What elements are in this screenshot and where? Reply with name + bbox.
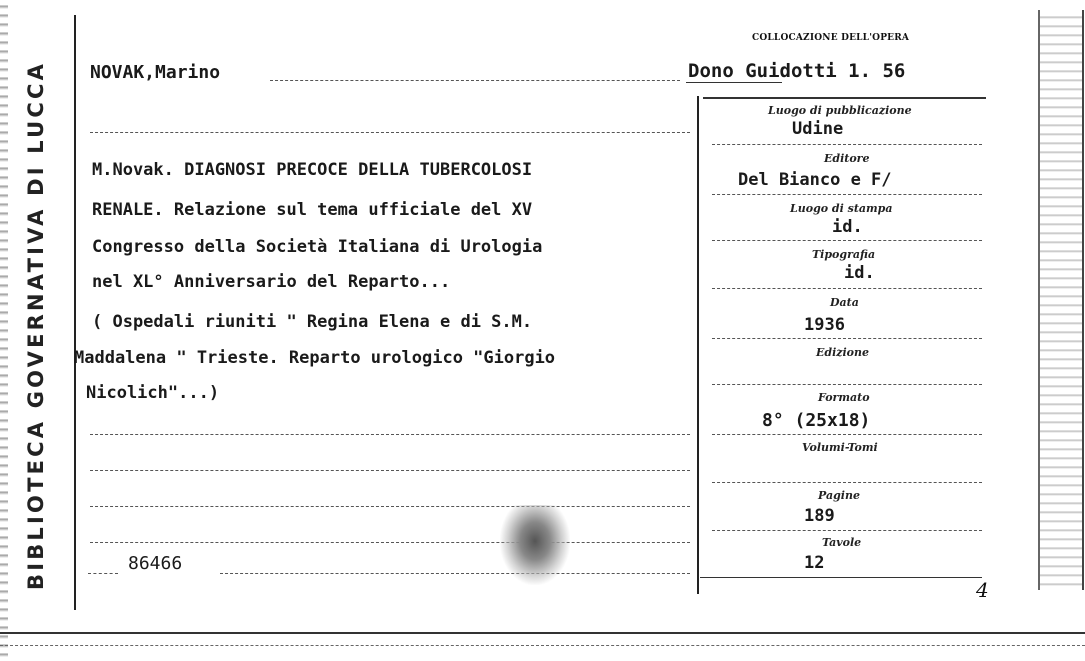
field-line-2 (712, 194, 982, 196)
description-line-2: RENALE. Relazione sul tema ufficiale del XV (92, 200, 533, 220)
blank-line-1 (90, 132, 690, 134)
card-right-edge (1038, 10, 1084, 590)
field-label-luogo-stampa: Luogo di stampa (790, 202, 893, 215)
field-label-formato: Formato (818, 391, 870, 404)
field-value-luogo-stampa: id. (832, 217, 863, 237)
field-label-tavole: Tavole (822, 536, 862, 549)
card-left-edge (0, 0, 8, 661)
field-value-tavole: 12 (804, 553, 825, 573)
inventory-dash (88, 573, 118, 575)
collocation-header: COLLOCAZIONE DELL'OPERA (752, 33, 910, 43)
field-label-editore: Editore (824, 152, 870, 165)
field-label-luogo-pubblicazione: Luogo di pubblicazione (768, 104, 912, 117)
field-line-7 (712, 434, 982, 436)
description-line-1: M.Novak. DIAGNOSI PRECOCE DELLA TUBERCOLOSI (92, 160, 533, 180)
card-bottom-rule (0, 632, 1085, 634)
field-line-4 (712, 288, 982, 290)
description-line-6: Maddalena " Trieste. Reparto urologico "Giorgio (74, 348, 556, 368)
field-value-formato: 8° (25x18) (762, 410, 871, 431)
ink-stain (500, 505, 570, 585)
field-line-8 (712, 482, 982, 484)
inventory-number: 86466 (128, 553, 183, 574)
shelfmark-underline (686, 82, 782, 83)
field-line-10 (700, 577, 982, 578)
left-margin-rule (74, 15, 76, 610)
blank-line-5 (90, 542, 690, 544)
shelfmark: Dono Guidotti 1. 56 (688, 60, 906, 82)
field-line-3 (712, 240, 982, 242)
description-line-3: Congresso della Società Italiana di Urologia (92, 237, 543, 257)
author-name: NOVAK,Marino (90, 62, 221, 83)
field-label-pagine: Pagine (818, 489, 860, 502)
corner-mark: 4 (976, 578, 989, 602)
description-line-5: ( Ospedali riuniti " Regina Elena e di S.M. (92, 312, 533, 332)
field-label-tipografia: Tipografia (812, 248, 876, 261)
description-line-4: nel XL° Anniversario del Reparto... (92, 272, 451, 292)
field-line-9 (712, 530, 982, 532)
right-column-top-rule (703, 97, 986, 99)
blank-line-6 (220, 573, 690, 575)
field-value-tipografia: id. (844, 263, 875, 283)
description-line-7: Nicolich"...) (86, 383, 220, 403)
field-label-data: Data (830, 296, 859, 309)
right-column-rule (697, 96, 699, 594)
field-line-5 (712, 338, 982, 340)
field-label-volumi: Volumi-Tomi (802, 441, 878, 454)
blank-line-4 (90, 506, 690, 508)
field-line-1 (712, 144, 982, 146)
blank-line-3 (90, 470, 690, 472)
author-dashed-line (270, 80, 680, 82)
library-name: BIBLIOTECA GOVERNATIVA DI LUCCA (24, 60, 48, 590)
field-value-editore: Del Bianco e F/ (738, 170, 892, 190)
card-bottom-dashed-rule (0, 645, 1085, 647)
field-value-pagine: 189 (804, 506, 835, 526)
field-label-edizione: Edizione (816, 346, 870, 359)
field-value-luogo-pubblicazione: Udine (792, 119, 844, 139)
field-line-6 (712, 384, 982, 386)
blank-line-2 (90, 434, 690, 436)
field-value-data: 1936 (804, 315, 845, 335)
